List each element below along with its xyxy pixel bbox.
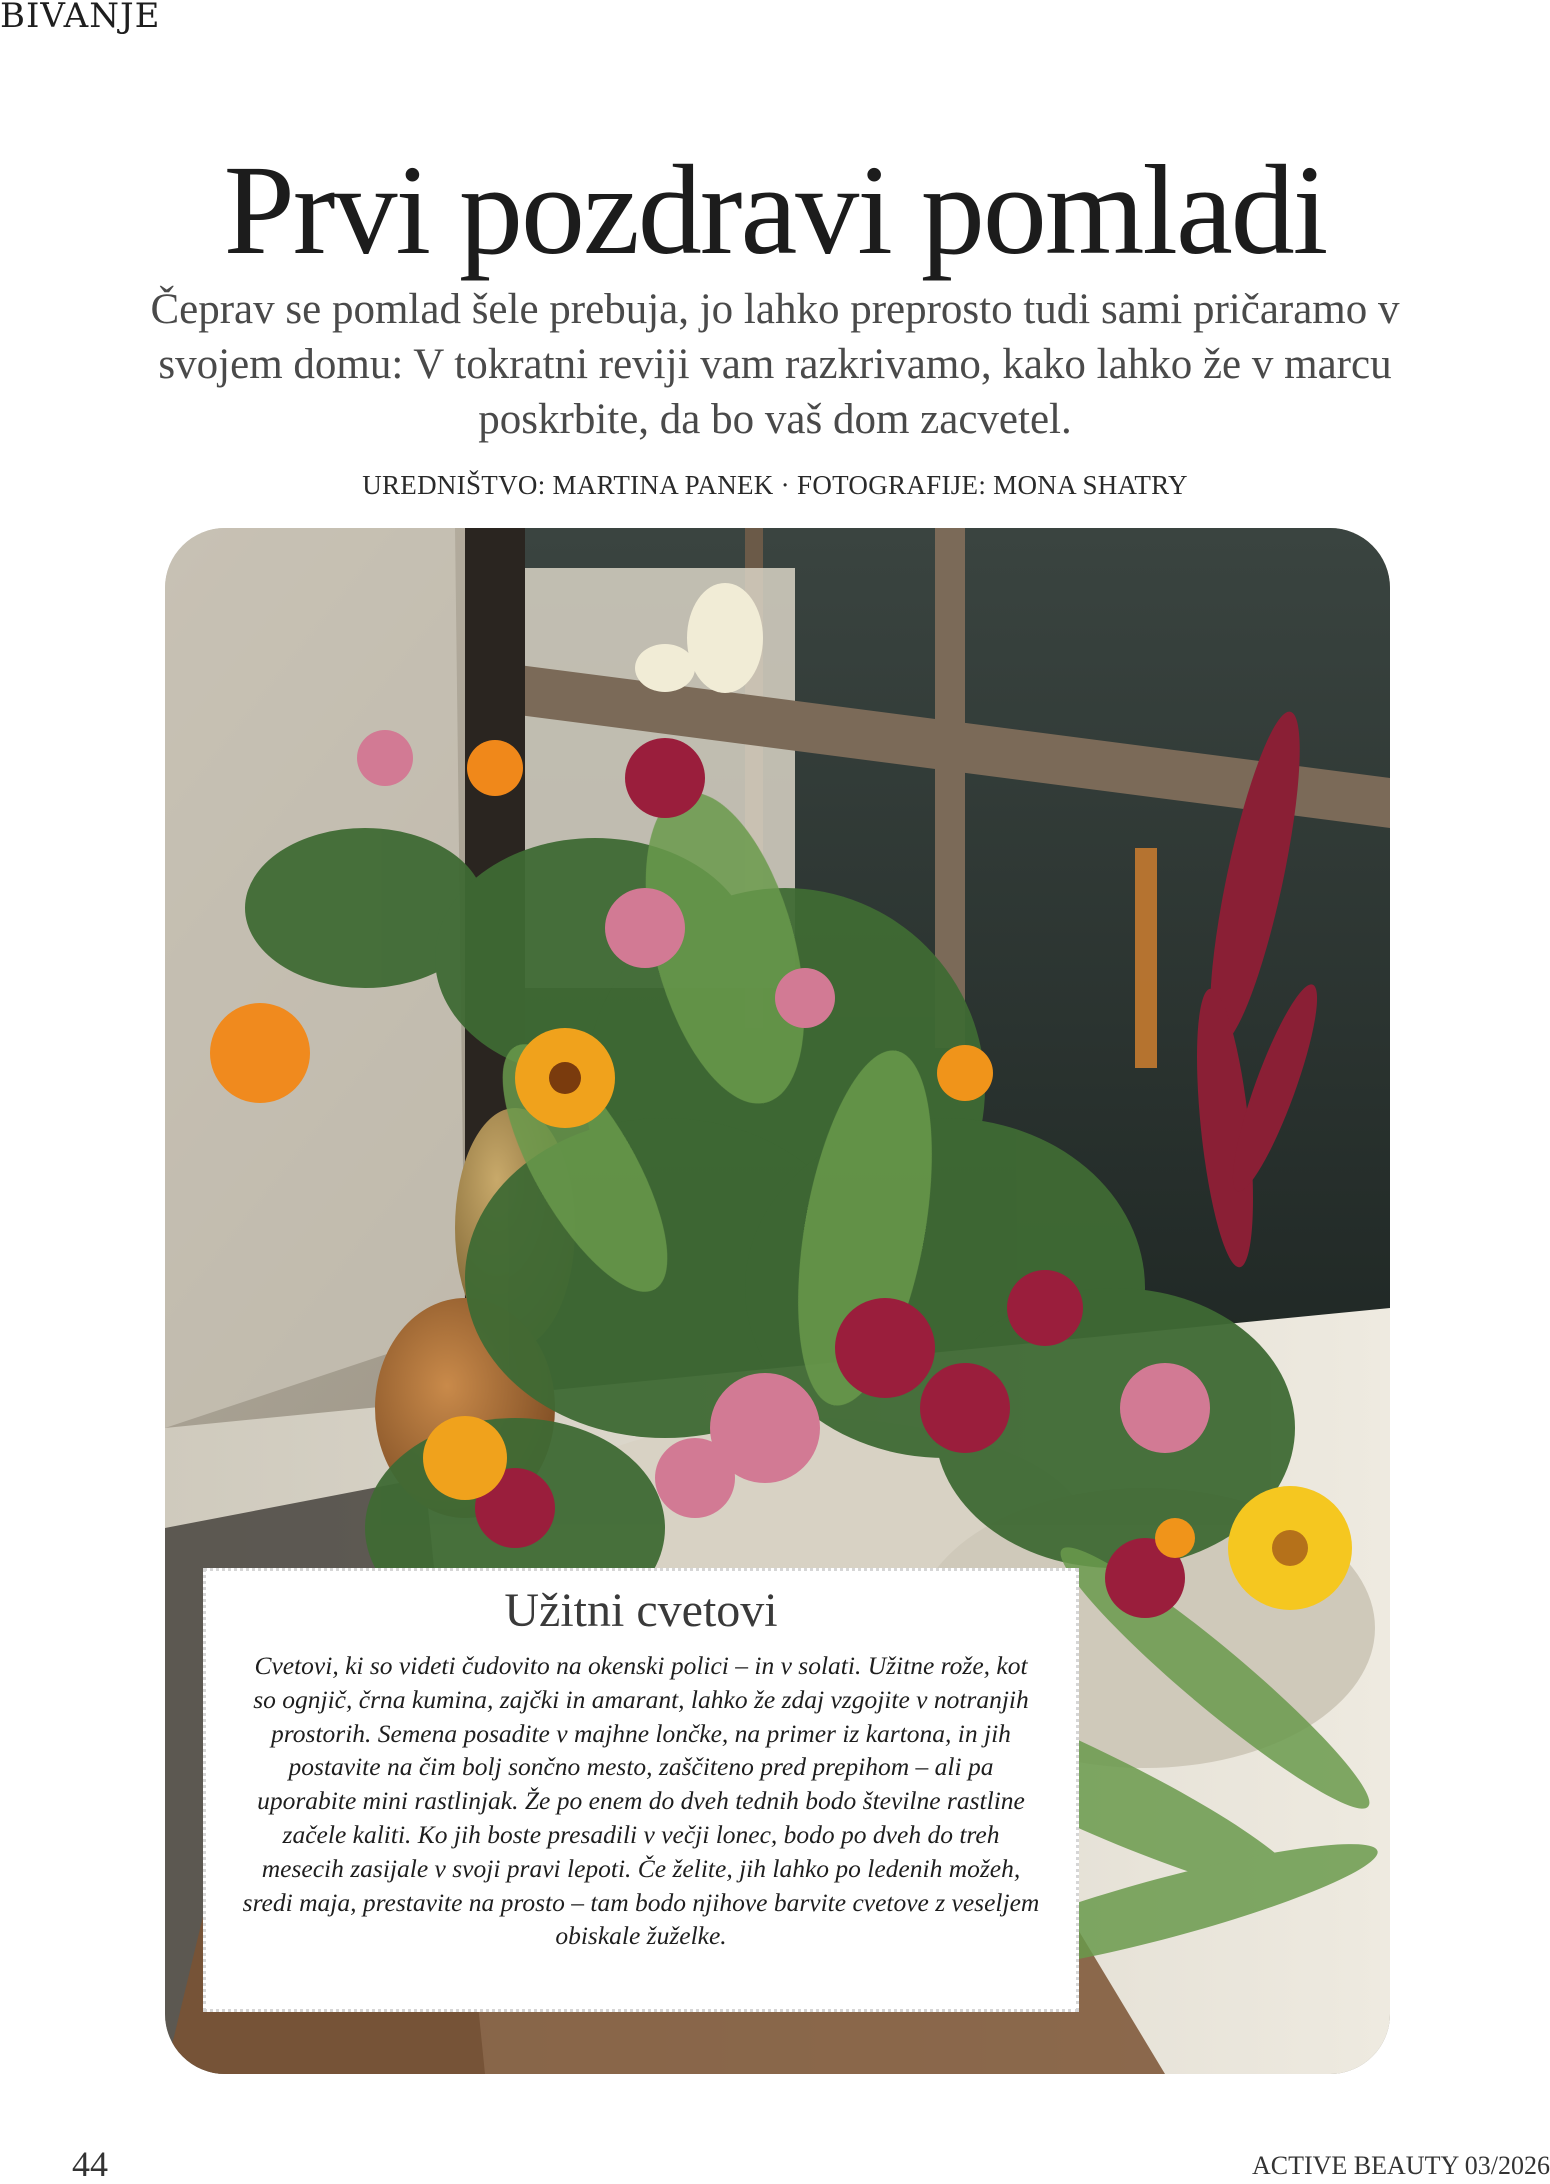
sidebar-text: Cvetovi, ki so videti čudovito na okenski polici – in v solati. Užitne rože, kot so ognjič, črna kumina, zajčki in amarant, lahko že zdaj vzgojite v notranjih prostorih. Semena posadite v majhne lončke, na primer iz kartona, in jih postavite na čim bolj sončno mesto, zaščiteno pred prepihom – ali pa uporabite mini rastlinjak. Že po enem do dveh tednih bodo številne rastline začele kaliti. Ko jih boste presadili v večji lonec, bodo po dveh do treh mesecih zasijale v svoji pravi lepoti. Če želite, jih lahko po ledenih možeh, sredi maja, prestavite na prosto – tam bodo njihove barvite cvetove z veseljem obiskale žuželke. xyxy=(242,1651,1040,1951)
sidebar-box xyxy=(203,1568,1079,2012)
section-label: BIVANJE xyxy=(0,0,161,36)
sidebar-title: Užitni cvetovi xyxy=(504,1584,778,1637)
page-number: 44 xyxy=(72,2144,108,2184)
article-title: Prvi pozdravi pomladi xyxy=(223,139,1327,281)
article-credits: UREDNIŠTVO: MARTINA PANEK · FOTOGRAFIJE: MONA SHATRY xyxy=(362,470,1188,500)
magazine-issue: ACTIVE BEAUTY 03/2026 xyxy=(1251,2151,1550,2180)
article-lead: Čeprav se pomlad šele prebuja, jo lahko preprosto tudi sami pričaramo v svojem domu: V tokratni reviji vam razkrivamo, kako lahko že v marcu poskrbite, da bo vaš dom zacvetel. xyxy=(150,286,1400,443)
